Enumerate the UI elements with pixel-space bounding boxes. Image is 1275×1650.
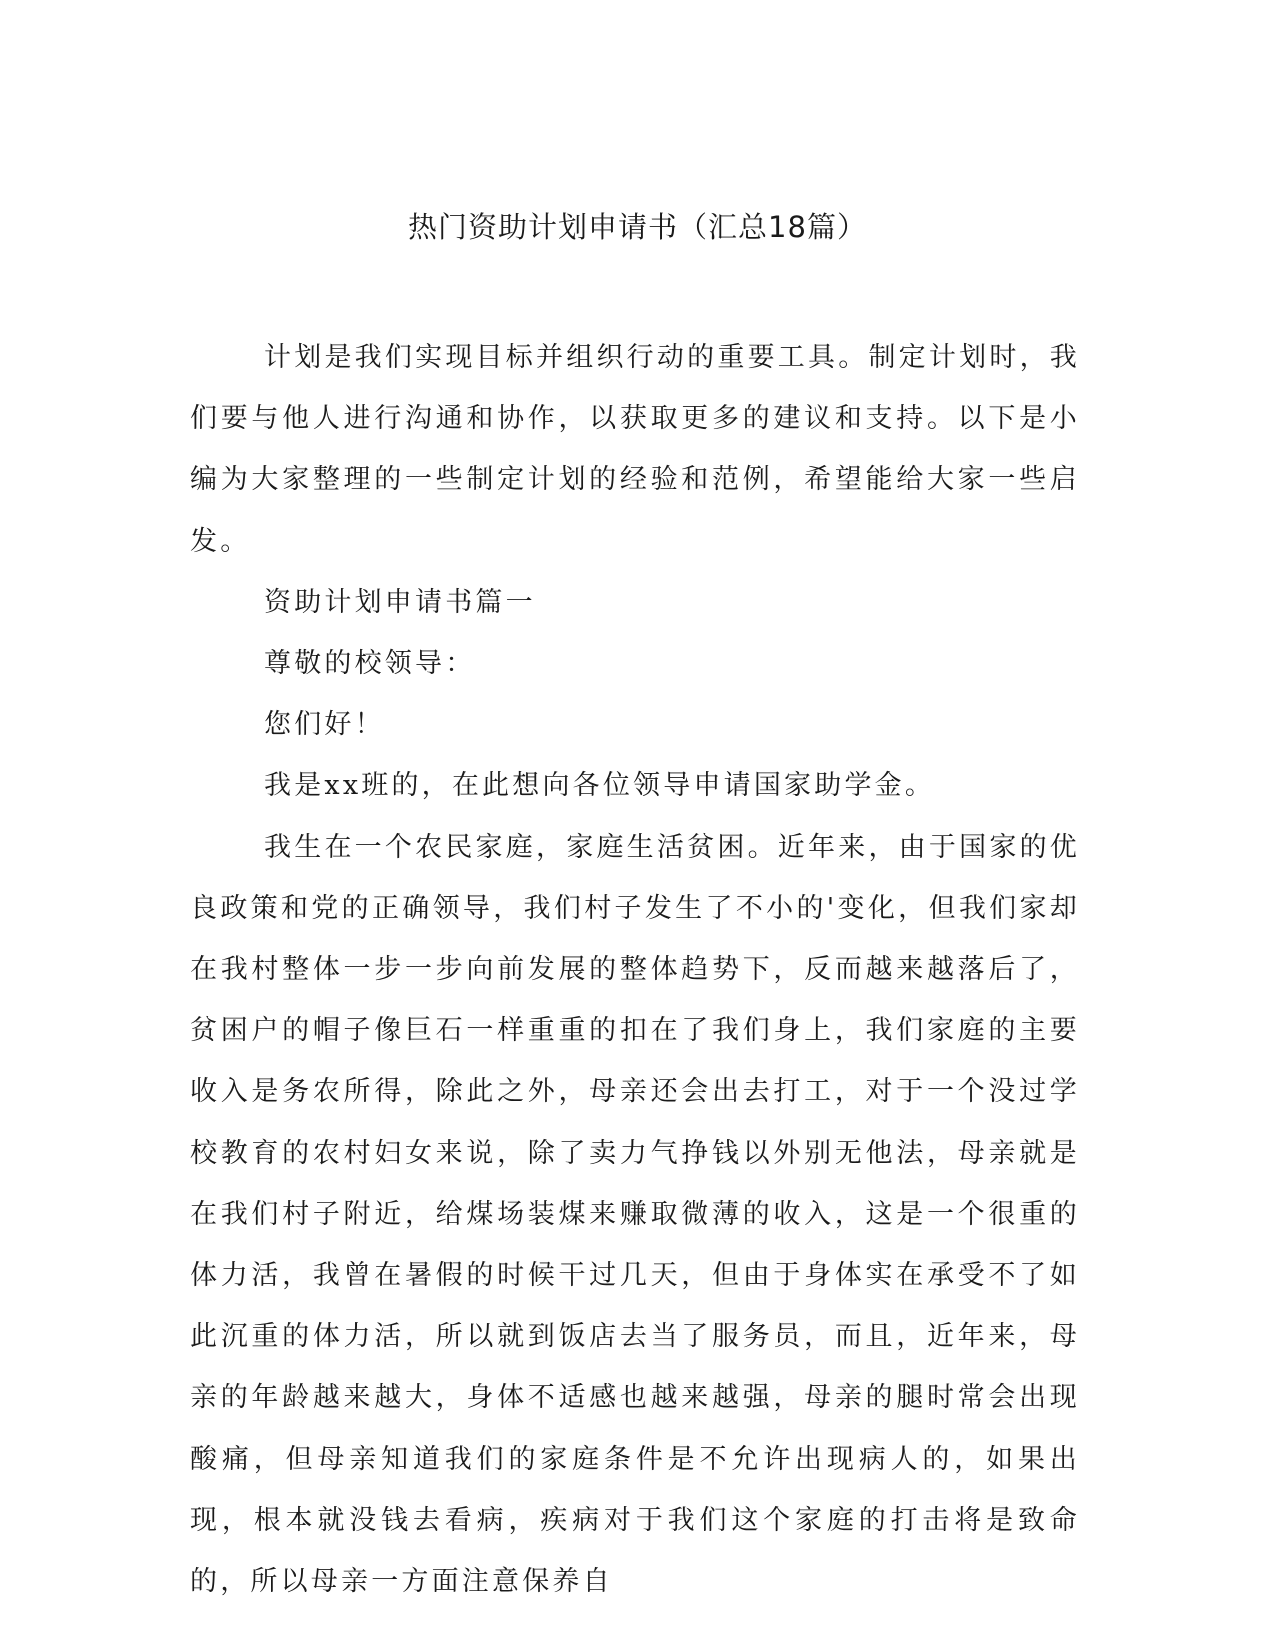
intro-paragraph: 计划是我们实现目标并组织行动的重要工具。制定计划时，我们要与他人进行沟通和协作，以获取更多的建议和支持。以下是小编为大家整理的一些制定计划的经验和范例，希望能给大家一些启发。	[190, 342, 1080, 557]
section-heading: 资助计划申请书篇一	[264, 586, 536, 618]
body-paragraph: 我生在一个农民家庭，家庭生活贫困。近年来，由于国家的优良政策和党的正确领导，我们村子发生了不小的'变化，但我们家却在我村整体一步一步向前发展的整体趋势下，反而越来越落后了，贫困户的帽子像巨石一样重重的扣在了我们身上，我们家庭的主要收入是务农所得，除此之外，母亲还会出去打工，对于一个没过学校教育的农村妇女来说，除了卖力气挣钱以外别无他法，母亲就是在我们村子附近，给煤场装煤来赚取微薄的收入，这是一个很重的体力活，我曾在暑假的时候干过几天，但由于身体实在承受不了如此沉重的体力活，所以就到饭店去当了服务员，而且，近年来，母亲的年龄越来越大，身体不适感也越来越强，母亲的腿时常会出现酸痛，但母亲知道我们的家庭条件是不允许出现病人的，如果出现，根本就没钱去看病，疾病对于我们这个家庭的打击将是致命的，所以母亲一方面注意保养自	[190, 831, 1080, 1598]
salutation: 尊敬的校领导：	[264, 648, 476, 680]
greeting: 您们好！	[264, 709, 385, 741]
document-title: 热门资助计划申请书（汇总18篇）	[408, 210, 867, 244]
document-body	[190, 327, 1080, 1612]
opening-paragraph: 我是xx班的，在此想向各位领导申请国家助学金。	[264, 770, 936, 802]
